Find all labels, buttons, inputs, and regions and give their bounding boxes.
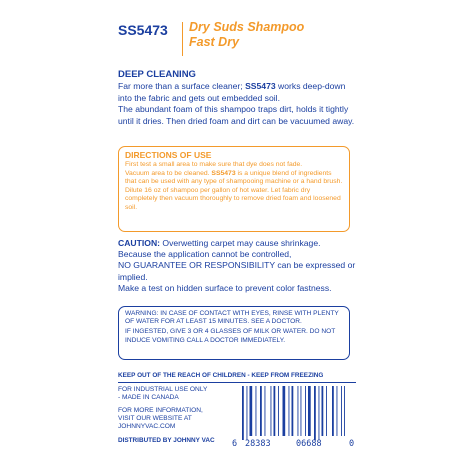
deep-cleaning-text-part: Far more than a surface cleaner; <box>118 81 246 91</box>
deep-cleaning-paragraph-2: The abundant foam of this shampoo traps dirt, holds it tightly until it dries. Then dried foam and dirt can be vacuumed away. <box>118 104 355 126</box>
barcode-left-group: 28383 <box>245 439 271 449</box>
header-divider <box>182 22 183 56</box>
directions-line-1: First test a small area to make sure that dye does not fade. <box>125 161 303 168</box>
caution-block <box>118 238 357 294</box>
barcode-first-digit: 6 <box>232 439 238 449</box>
barcode-bar <box>292 386 294 436</box>
caution-label: CAUTION: <box>118 238 161 248</box>
directions-box <box>118 146 350 232</box>
barcode-bar <box>341 386 342 436</box>
barcode-bar <box>298 386 299 436</box>
barcode-bar <box>344 386 345 436</box>
barcode-bar <box>308 386 311 436</box>
keep-out-notice: KEEP OUT OF THE REACH OF CHILDREN - KEEP FROM FREEZING <box>118 372 324 379</box>
product-code: SS5473 <box>118 22 168 38</box>
product-label <box>108 0 363 470</box>
barcode-bar <box>332 386 334 436</box>
more-info-line-2: VISIT OUR WEBSITE AT <box>118 415 192 423</box>
barcode-bar <box>319 386 320 440</box>
barcode <box>232 386 356 450</box>
barcode-bar <box>247 386 248 440</box>
divider <box>118 382 356 383</box>
barcode-right-group: 06688 <box>296 439 322 449</box>
barcode-bars <box>232 386 356 440</box>
barcode-bar <box>260 386 262 436</box>
directions-code: SS5473 <box>211 169 236 177</box>
directions-line-3: Dilute 16 oz of shampoo per gallon of hot water. Let fabric dry completely then vacuum thoroughly to remove dried foam and loosened soil. <box>125 186 341 211</box>
directions-title: DIRECTIONS OF USE <box>125 150 212 160</box>
barcode-bar <box>305 386 306 436</box>
barcode-bar <box>250 386 253 436</box>
barcode-bar <box>289 386 290 436</box>
barcode-bar <box>256 386 257 436</box>
caution-line-1 <box>118 238 357 249</box>
barcode-bar <box>242 386 244 440</box>
directions-text-part: is a unique blend of ingredients that can be used with any type of shampooing machine or a hand brush. <box>125 169 343 186</box>
barcode-bar <box>265 386 266 436</box>
barcode-last-digit: 0 <box>349 439 355 449</box>
barcode-bar <box>337 386 338 436</box>
directions-line-2 <box>125 170 343 187</box>
directions-text-part: Vacuum area to be cleaned. <box>125 169 210 177</box>
caution-line-3: NO GUARANTEE OR RESPONSIBILITY can be expressed or implied. <box>118 260 356 282</box>
caution-line-2: Because the application cannot be controlled, <box>118 249 292 260</box>
deep-cleaning-text <box>118 81 357 127</box>
label-header <box>118 20 357 60</box>
barcode-bar <box>271 386 272 436</box>
deep-cleaning-heading: DEEP CLEANING <box>118 69 196 80</box>
product-name-line2: Fast Dry <box>189 35 240 49</box>
more-information <box>118 407 223 432</box>
barcode-bar <box>274 386 276 436</box>
barcode-bar <box>322 386 324 436</box>
caution-text: Overwetting carpet may cause shrinkage. <box>160 238 321 248</box>
deep-cleaning-text-part: works deep-down into the fabric and gets out embedded soil. <box>118 81 346 103</box>
warning-paragraph-2: IF INGESTED, GIVE 3 OR 4 GLASSES OF MILK OR WATER. DO NOT INDUCE VOMITING CALL A DOCTOR IMMEDIATELY. <box>125 328 336 344</box>
more-info-line-1: FOR MORE INFORMATION, <box>118 407 203 414</box>
directions-text <box>125 161 343 213</box>
barcode-bar <box>326 386 327 436</box>
warning-paragraph-1: WARNING: IN CASE OF CONTACT WITH EYES, RINSE WITH PLENTY OF WATER FOR AT LEAST 15 MINUTES. SEE A DOCTOR. <box>125 310 339 326</box>
distributed-by: DISTRIBUTED BY JOHNNY VAC <box>118 437 215 444</box>
industrial-line-2: - MADE IN CANADA <box>118 394 179 402</box>
deep-cleaning-paragraph-1 <box>118 81 357 104</box>
warning-box <box>118 306 350 360</box>
caution-line-4: Make a test on hidden surface to prevent color fastness. <box>118 282 332 293</box>
barcode-bar <box>283 386 286 436</box>
website-url: JOHNNYVAC.COM <box>118 423 176 431</box>
industrial-line-1: FOR INDUSTRIAL USE ONLY <box>118 386 208 393</box>
deep-cleaning-code: SS5473 <box>245 81 276 91</box>
product-name <box>189 20 304 50</box>
barcode-bar <box>301 386 302 436</box>
industrial-use-note <box>118 386 223 402</box>
barcode-bar <box>314 386 316 440</box>
barcode-bar <box>278 386 279 436</box>
product-name-line1: Dry Suds Shampoo <box>189 20 305 34</box>
